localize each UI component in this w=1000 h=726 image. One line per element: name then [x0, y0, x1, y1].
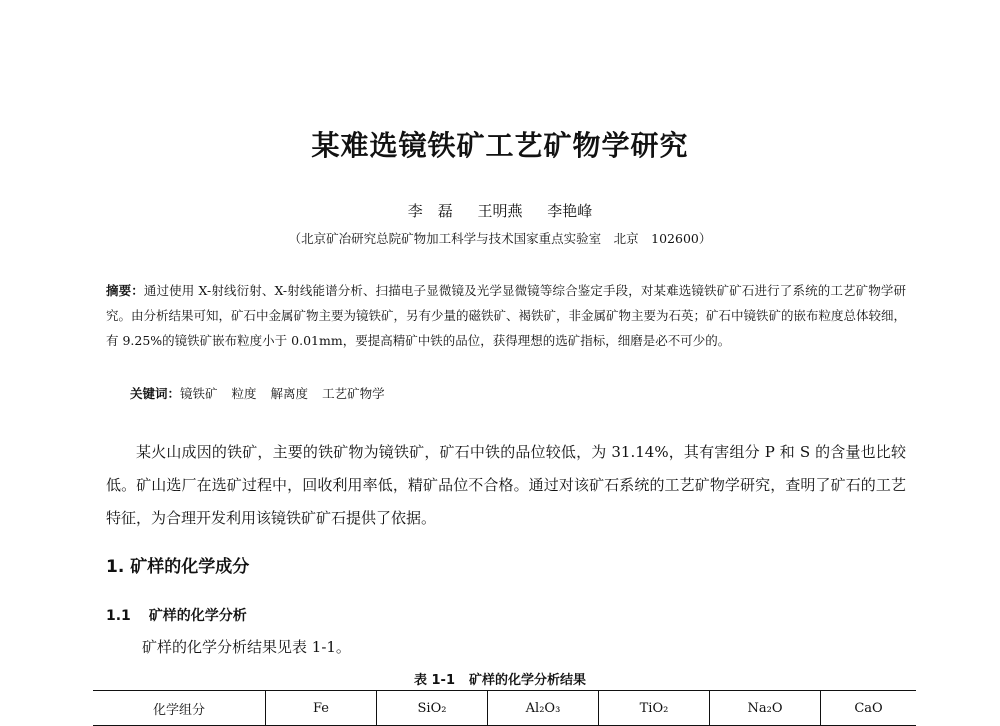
- table-header-cell: 化学组分: [93, 691, 266, 726]
- keywords: [130, 384, 399, 402]
- keyword: 工艺矿物学: [322, 386, 385, 401]
- author-name: 李艳峰: [547, 202, 593, 220]
- table-header-row: [93, 691, 916, 726]
- section-heading: [106, 552, 249, 577]
- keyword: 镜铁矿: [180, 386, 218, 401]
- abstract-label: 摘要：: [106, 283, 144, 298]
- table-header-cell: CaO: [821, 691, 917, 726]
- table-caption-number: 表 1-1: [413, 673, 455, 688]
- intro-paragraph: 某火山成因的铁矿，主要的铁矿物为镜铁矿，矿石中铁的品位较低，为 31.14%，其有害组分 P 和 S 的含量也比较低。矿山选厂在选矿过程中，回收利用率低，精矿品位不合格。通过对该矿石系统的工艺矿物学研究，查明了矿石的工艺特征，为合理开发利用该镜铁矿矿石提供了依据。: [106, 443, 906, 527]
- table-caption: [0, 669, 1000, 688]
- table-header-cell: SiO₂: [377, 691, 488, 726]
- author-name: 王明燕: [477, 202, 523, 220]
- section-number: 1.: [106, 557, 125, 577]
- chemical-analysis-table: [93, 690, 916, 726]
- abstract: [106, 278, 906, 353]
- paper-title: 某难选镜铁矿工艺矿物学研究: [311, 129, 689, 162]
- affiliation: （北京矿冶研究总院矿物加工科学与技术国家重点实验室 北京 102600）: [288, 231, 712, 246]
- author-list: [0, 200, 1000, 221]
- abstract-text: 通过使用 X-射线衍射、X-射线能谱分析、扫描电子显微镜及光学显微镜等综合鉴定手段，对某难选镜铁矿矿石进行了系统的工艺矿物学研究。由分析结果可知，矿石中金属矿物主要为镜铁矿，另有少量的磁铁矿、褐铁矿，非金属矿物主要为石英；矿石中镜铁矿的嵌布粒度总体较细，有 9.25%的镜铁矿嵌布粒度小于 0.01mm，要提高精矿中铁的品位，获得理想的选矿指标，细磨是必不可少的。: [106, 283, 907, 348]
- table-caption-title: 矿样的化学分析结果: [469, 673, 587, 688]
- subsection-heading: [106, 605, 247, 625]
- section-title: 矿样的化学成分: [130, 557, 250, 577]
- table-header-cell: Fe: [266, 691, 377, 726]
- subsection-paragraph: 矿样的化学分析结果见表 1-1。: [142, 638, 351, 656]
- author-name: 李 磊: [407, 202, 453, 220]
- keywords-label: 关键词：: [130, 386, 181, 401]
- subsection-number: 1.1: [106, 608, 131, 624]
- keyword: 粒度: [231, 386, 257, 401]
- keyword: 解离度: [270, 386, 309, 401]
- subsection-title: 矿样的化学分析: [148, 608, 247, 624]
- table-header-cell: Na₂O: [710, 691, 821, 726]
- table-header-cell: TiO₂: [599, 691, 710, 726]
- table-header-cell: Al₂O₃: [488, 691, 599, 726]
